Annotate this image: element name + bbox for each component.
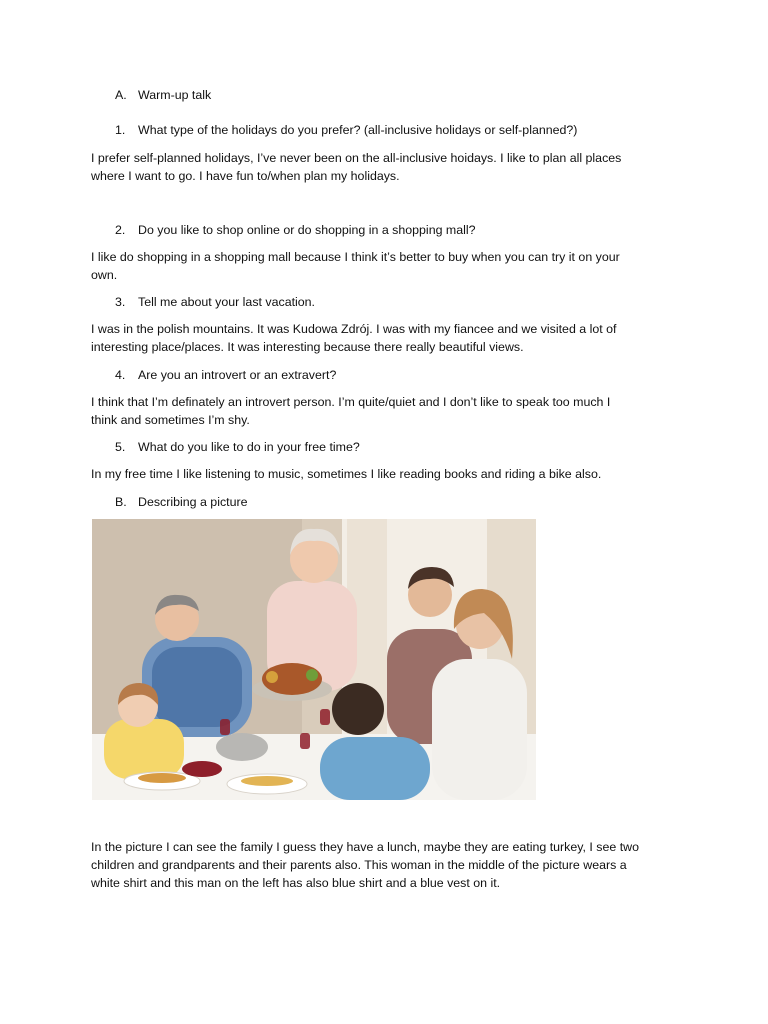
question-4 <box>115 366 715 384</box>
section-a-heading <box>115 86 715 104</box>
question-text: What type of the holidays do you prefer? (all-inclusive holidays or self-planned?) <box>138 123 578 137</box>
question-number: 2. <box>115 223 126 237</box>
family-dinner-picture <box>92 519 536 800</box>
question-number: 1. <box>115 123 126 137</box>
answer-line: In my free time I like listening to music, sometimes I like reading books and riding a bike also. <box>91 467 602 481</box>
question-5 <box>115 438 715 456</box>
question-text: Do you like to shop online or do shopping in a shopping mall? <box>138 223 476 237</box>
description-line: children and grandparents and their parents also. This woman in the middle of the picture wears a <box>91 858 627 872</box>
question-number: 3. <box>115 295 126 309</box>
description-line: white shirt and this man on the left has also blue shirt and a blue vest on it. <box>91 876 501 890</box>
section-title: Warm-up talk <box>138 88 212 102</box>
section-marker: A. <box>115 88 127 102</box>
answer-line: interesting place/places. It was interesting because there really beautiful views. <box>91 340 524 354</box>
description-line: In the picture I can see the family I guess they have a lunch, maybe they are eating turkey, I see two <box>91 840 640 854</box>
question-number: 5. <box>115 440 126 454</box>
section-marker: B. <box>115 495 127 509</box>
family-dinner-illustration <box>92 519 536 800</box>
question-number: 4. <box>115 368 126 382</box>
answer-line: I like do shopping in a shopping mall because I think it’s better to buy when you can try it on your <box>91 250 620 264</box>
question-text: What do you like to do in your free time? <box>138 440 360 454</box>
question-3 <box>115 293 715 311</box>
section-title: Describing a picture <box>138 495 248 509</box>
section-b-heading <box>115 493 715 511</box>
question-1 <box>115 121 715 139</box>
answer-line: I think that I’m definately an introvert person. I’m quite/quiet and I don’t like to speak too much I <box>91 395 611 409</box>
answer-line: I was in the polish mountains. It was Kudowa Zdrój. I was with my fiancee and we visited a lot of <box>91 322 617 336</box>
question-2 <box>115 221 715 239</box>
question-text: Tell me about your last vacation. <box>138 295 316 309</box>
answer-line: own. <box>91 268 118 282</box>
answer-line: I prefer self-planned holidays, I’ve never been on the all-inclusive hoidays. I like to plan all places <box>91 151 622 165</box>
answer-line: think and sometimes I’m shy. <box>91 413 250 427</box>
answer-line: where I want to go. I have fun to/when plan my holidays. <box>91 169 400 183</box>
question-text: Are you an introvert or an extravert? <box>138 368 337 382</box>
